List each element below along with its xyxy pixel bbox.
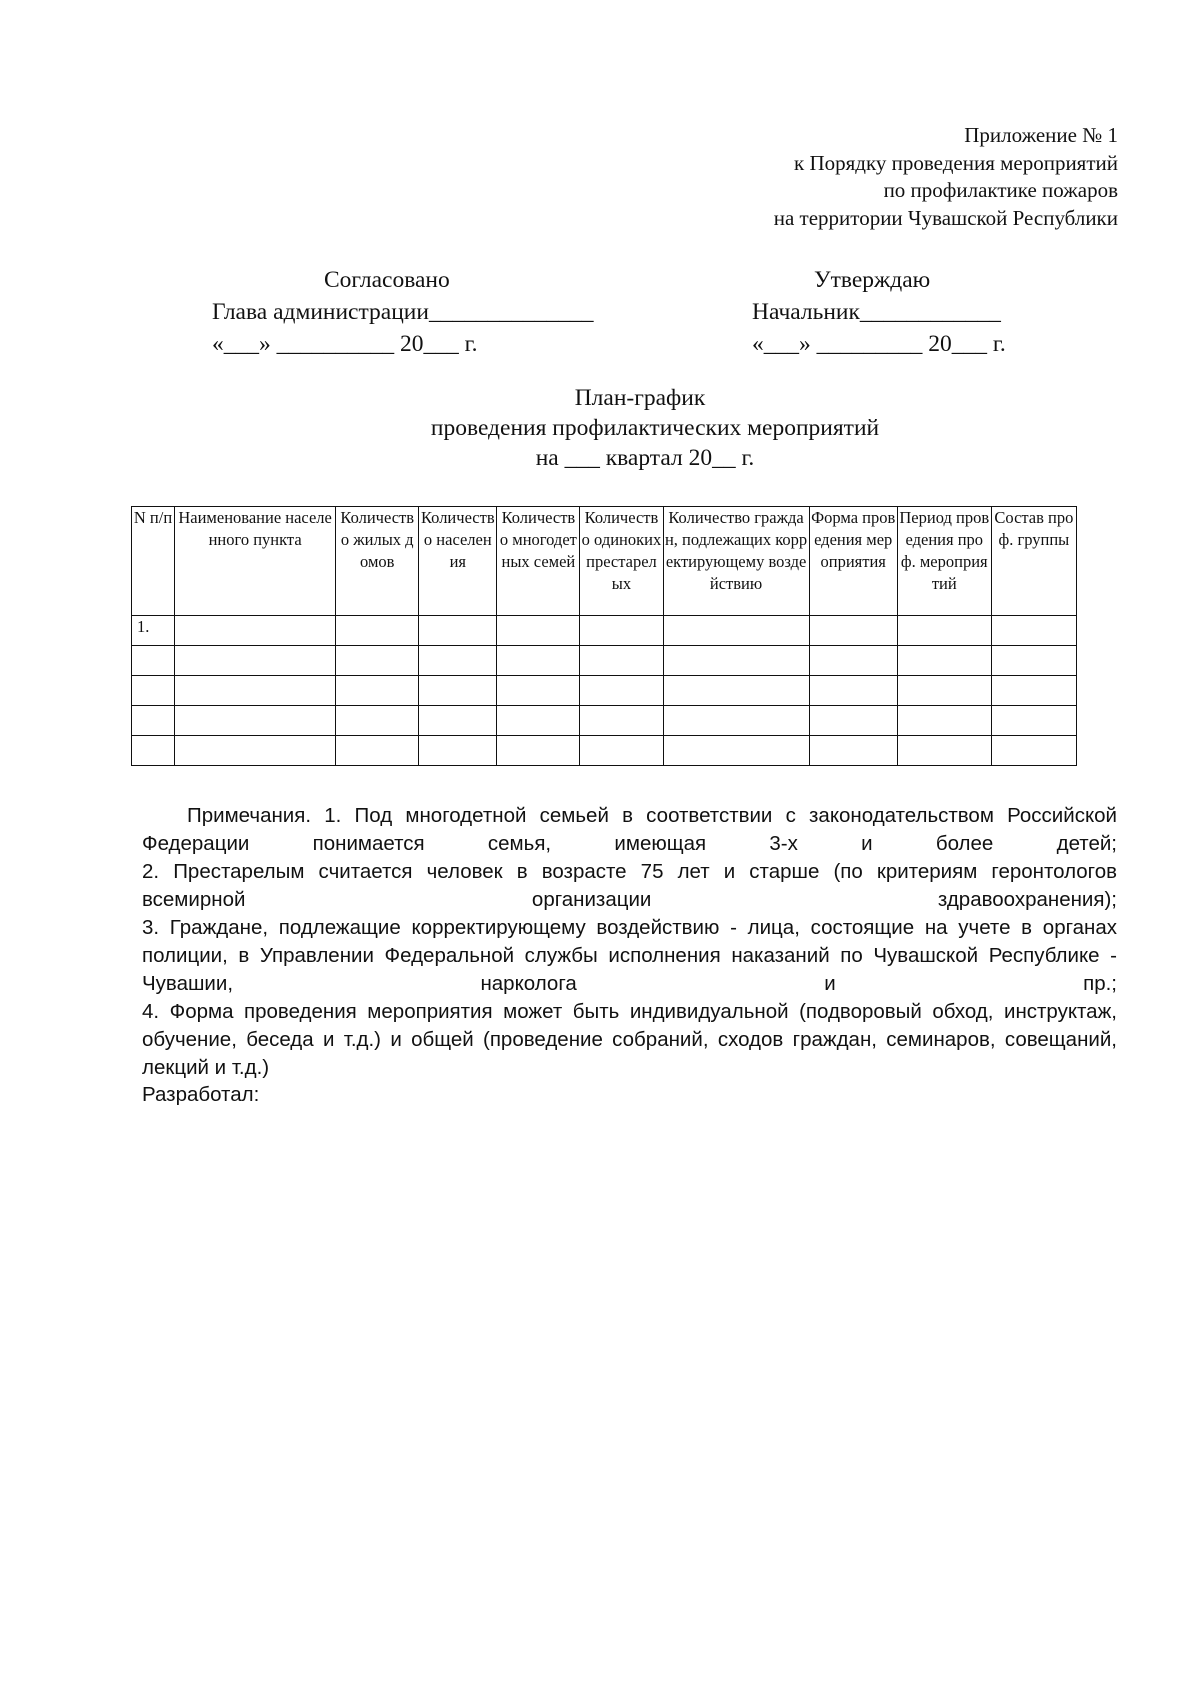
- table-cell: [991, 676, 1076, 706]
- table-row: [132, 736, 1077, 766]
- table-cell: [991, 616, 1076, 646]
- table-cell: [419, 736, 497, 766]
- annex-line-1: Приложение № 1: [964, 123, 1118, 147]
- table-cell: [580, 676, 663, 706]
- table-cell: [663, 646, 809, 676]
- table-cell: [419, 616, 497, 646]
- approved-heading: Утверждаю: [814, 267, 931, 293]
- note-2: 2. Престарелым считается человек в возрасте 75 лет и старше (по критериям геронтологов всемирной организации здравоохранения);: [142, 860, 1117, 911]
- table-cell: [336, 616, 419, 646]
- table-cell: [663, 706, 809, 736]
- header-population: Количество населения: [419, 507, 497, 616]
- table-cell: [497, 646, 580, 676]
- agreed-block: [212, 264, 593, 360]
- note-3: 3. Граждане, подлежащие корректирующему воздействию - лица, состоящие на учете в органах полиции, в Управлении Федеральной службы исполнения наказаний по Чувашской Республике - Чувашии, нарколога и пр.;: [142, 916, 1117, 995]
- approved-block: [752, 264, 1006, 360]
- agreed-signatory-line: Глава администрации______________: [212, 299, 594, 325]
- table-cell: [497, 616, 580, 646]
- title-line-2: проведения профилактических мероприятий: [430, 415, 880, 441]
- table-cell: [809, 676, 897, 706]
- annex-line-3: по профилактике пожаров: [883, 178, 1118, 202]
- table-cell: [809, 616, 897, 646]
- header-event-period: Период проведения проф. мероприятий: [897, 507, 991, 616]
- annex-line-4: на территории Чувашской Республики: [773, 205, 1118, 230]
- table-cell: [580, 616, 663, 646]
- table-cell: [809, 706, 897, 736]
- note-4: 4. Форма проведения мероприятия может быть индивидуальной (подворовый обход, инструктаж, обучение, беседа и т.д.) и общей (проведение собраний, сходов граждан, семинаров, совещаний, лекций и т.д.): [142, 1000, 1117, 1079]
- table-cell: [132, 736, 175, 766]
- table-row: [132, 646, 1077, 676]
- title-line-3: на ___ квартал 20__ г.: [535, 445, 755, 471]
- table-cell: [991, 706, 1076, 736]
- table-cell: [580, 646, 663, 676]
- table-cell: [175, 646, 336, 676]
- header-houses: Количество жилых домов: [336, 507, 419, 616]
- agreed-date-line: «___» __________ 20___ г.: [212, 331, 478, 357]
- table-cell: [991, 646, 1076, 676]
- approved-date-line: «___» _________ 20___ г.: [752, 331, 1006, 357]
- row-number: 1.: [132, 616, 175, 646]
- table-cell: [580, 736, 663, 766]
- table-cell: [132, 706, 175, 736]
- table-cell: [663, 676, 809, 706]
- header-number: N п/п: [132, 507, 175, 616]
- table-cell: [336, 706, 419, 736]
- table-row: [132, 616, 1077, 646]
- table-cell: [897, 676, 991, 706]
- developed-by-label: Разработал:: [142, 1083, 260, 1106]
- note-1: Примечания. 1. Под многодетной семьей в соответствии с законодательством Российской Федерации понимается семья, имеющая 3-х и более детей;: [142, 804, 1117, 855]
- table-cell: [580, 706, 663, 736]
- annex-line-2: к Порядку проведения мероприятий: [794, 150, 1118, 175]
- table-cell: [809, 646, 897, 676]
- table-cell: [991, 736, 1076, 766]
- table-cell: [419, 646, 497, 676]
- annex-header: [518, 122, 1118, 232]
- document-title: [0, 383, 1200, 473]
- approved-signatory-line: Начальник____________: [752, 299, 1001, 325]
- table-cell: [497, 736, 580, 766]
- table-cell: [419, 706, 497, 736]
- table-cell: [132, 646, 175, 676]
- table-cell: [663, 616, 809, 646]
- table-row: [132, 676, 1077, 706]
- table-cell: [897, 706, 991, 736]
- notes-section: [142, 802, 1117, 1082]
- agreed-heading: Согласовано: [324, 267, 450, 293]
- header-group-composition: Состав проф. группы: [991, 507, 1076, 616]
- header-settlement: Наименование населенного пункта: [175, 507, 336, 616]
- table-header-row: [132, 507, 1077, 616]
- title-line-1: План-график: [574, 385, 706, 411]
- table-cell: [497, 676, 580, 706]
- table-cell: [897, 616, 991, 646]
- table-cell: [132, 676, 175, 706]
- header-corrective-citizens: Количество граждан, подлежащих корректирующему воздействию: [663, 507, 809, 616]
- header-event-form: Форма проведения мероприятия: [809, 507, 897, 616]
- table-cell: [336, 646, 419, 676]
- table-cell: [897, 736, 991, 766]
- header-lonely-elderly: Количество одиноких престарелых: [580, 507, 663, 616]
- table-cell: [897, 646, 991, 676]
- table-cell: [175, 736, 336, 766]
- plan-schedule-table: [131, 506, 1077, 766]
- table-row: [132, 706, 1077, 736]
- table-cell: [419, 676, 497, 706]
- table-cell: [175, 706, 336, 736]
- table-cell: [336, 676, 419, 706]
- table-cell: [336, 736, 419, 766]
- table-cell: [497, 706, 580, 736]
- table-cell: [663, 736, 809, 766]
- table-cell: [175, 676, 336, 706]
- table-cell: [175, 616, 336, 646]
- table-cell: [809, 736, 897, 766]
- header-large-families: Количество многодетных семей: [497, 507, 580, 616]
